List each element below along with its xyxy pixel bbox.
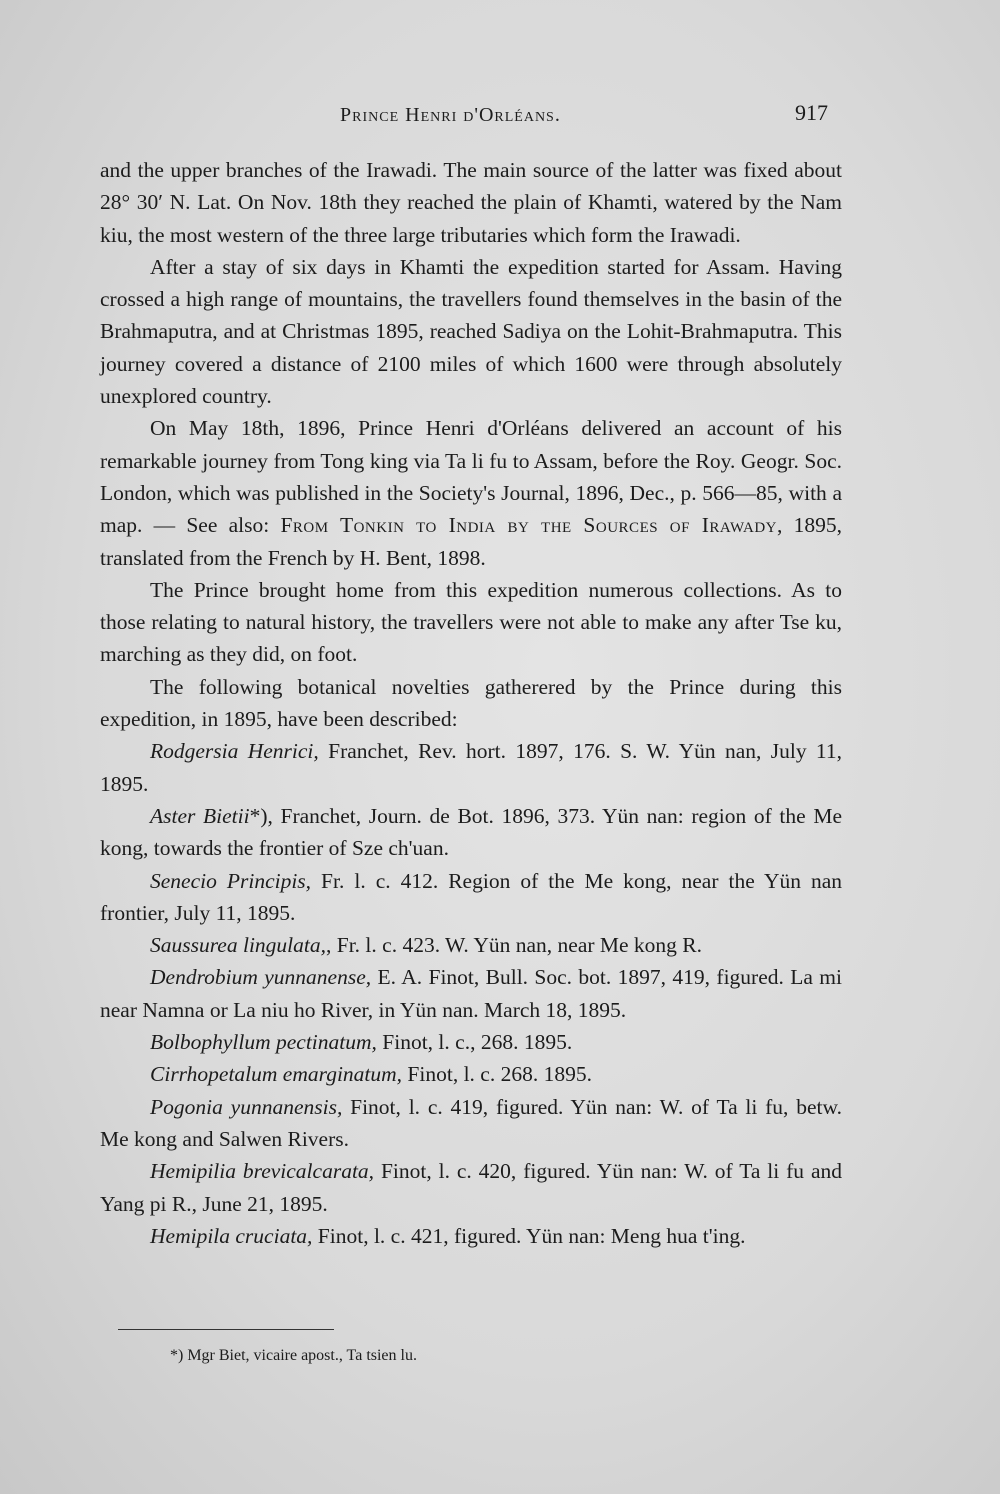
species-entry [100,961,842,1026]
running-head: Prince Henri d'Orléans. [340,104,561,126]
species-citation: Finot, l. c., 268. 1895. [376,1030,573,1055]
species-name: Aster Bietii [150,803,250,828]
species-entry [100,865,842,930]
paragraph: After a stay of six days in Khamti the expedition started for Assam. Having crossed a high range of mountains, the travellers found themselves in the basin of the Brahmaputra, and at Christmas 1895, reached Sadiya on the Lohit-Brahmaputra. This journey covered a distance of 2100 miles of which 1600 were through absolutely unexplored country. [100,254,842,409]
species-name: Dendrobium yunnanense, [150,965,372,990]
species-citation: E. A. Finot, Bull. Soc. bot. 1897, 419, figured. La mi near Namna or La niu ho River, in Yün nan. March 18, 1895. [100,965,842,1022]
book-title: From Tonkin to India by the Sources of Irawady [280,513,777,538]
species-citation: , Fr. l. c. 423. W. Yün nan, near Me kong R. [326,933,703,958]
species-name: Hemipilia brevicalcarata, [150,1159,375,1184]
species-citation: Finot, l. c. 268. 1895. [402,1062,592,1087]
species-name: Senecio Principis, [150,868,312,893]
paragraph: and the upper branches of the Irawadi. The main source of the latter was fixed about 28° 30′ N. Lat. On Nov. 18th they reached the plain of Khamti, watered by the Nam kiu, the most western of the three large tributaries which form the Irawadi. [100,158,842,247]
paragraph-text: On May 18th, 1896, Prince Henri d'Orléans delivered an account of his remarkable journey from Tong king via Ta li fu to Assam, before the Roy. Geogr. Soc. London, which was published in the Society's Journal, 1896, Dec., p. 566—85, with a map. — See also: [100,416,842,538]
species-name: Rodgersia Henrici, [150,739,319,764]
species-name: Pogonia yunnanensis, [150,1094,343,1119]
species-citation: Finot, l. c. 421, figured. Yün nan: Meng hua t'ing. [312,1223,746,1248]
page-number: 917 [795,100,828,125]
species-citation: *), Franchet, Journ. de Bot. 1896, 373. Yün nan: region of the Me kong, towards the frontier of Sze ch'uan. [100,803,842,861]
footnote: *) Mgr Biet, vicaire apost., Ta tsien lu. [170,1347,417,1364]
species-citation: Finot, l. c. 419, figured. Yün nan: W. of Ta li fu, betw. Me kong and Salwen Rivers. [100,1094,842,1151]
footnote-rule [118,1329,334,1330]
species-entry [100,735,842,800]
species-name: Bolbophyllum pectinatum, [150,1030,377,1055]
page-header [100,100,840,140]
species-entry [100,929,842,961]
species-entry [100,1155,842,1220]
paragraph: The Prince brought home from this expedition numerous collections. As to those relating to natural history, the travellers were not able to make any after Tse ku, marching as they did, on foot. [100,577,842,667]
species-name: Cirrhopetalum emarginatum, [150,1062,403,1087]
paragraph [100,412,842,573]
species-citation: Fr. l. c. 412. Region of the Me kong, near the Yün nan frontier, July 11, 1895. [100,868,843,925]
species-citation: Finot, l. c. 420, figured. Yün nan: W. of Ta li fu and Yang pi R., June 21, 1895. [100,1159,842,1216]
species-citation: Franchet, Rev. hort. 1897, 176. S. W. Yün nan, July 11, 1895. [100,739,842,796]
species-entry [100,1026,842,1058]
body-text [100,154,842,1252]
species-name: Saussurea lingulata, [150,933,326,958]
paragraph-text: , 1895, translated from the French by H. Bent, 1898. [100,513,842,570]
species-name: Hemipila cruciata, [150,1223,313,1248]
species-entry [100,1091,842,1156]
species-entry [100,800,842,865]
species-entry [100,1220,842,1252]
species-entry [100,1058,842,1090]
paragraph: The following botanical novelties gatherered by the Prince during this expedition, in 1895, have been described: [100,674,842,732]
